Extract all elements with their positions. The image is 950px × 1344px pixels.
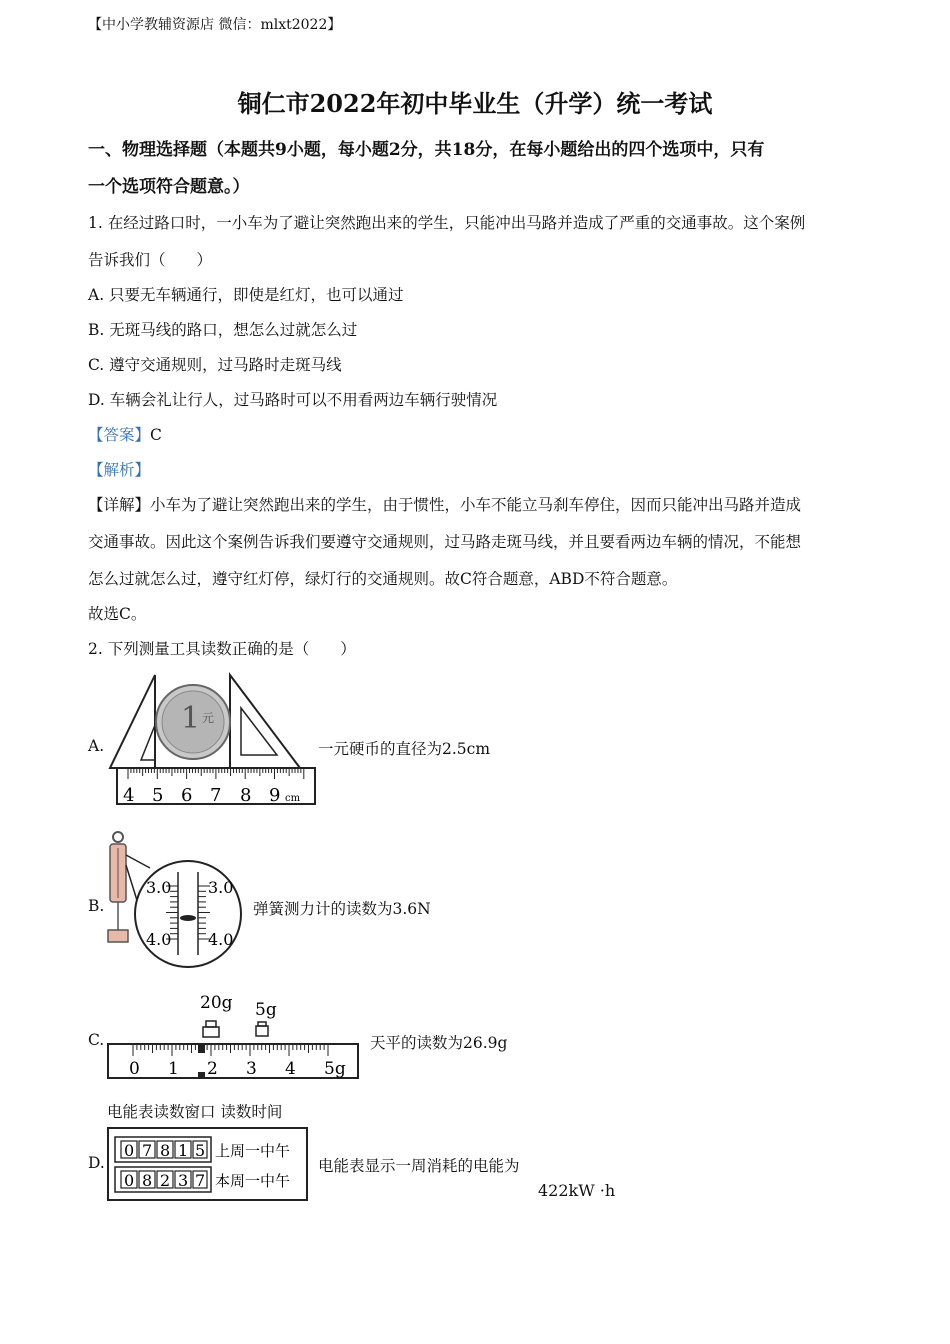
q1-detail-line1: 【详解】小车为了避让突然跑出来的学生，由于惯性，小车不能立马刹车停住，因而只能冲出马路并造成 <box>88 496 802 514</box>
q1-option-c: C. 遵守交通规则，过马路时走斑马线 <box>88 356 342 374</box>
weight-5g: 5g <box>255 1000 277 1020</box>
meter-r1-d5: 5 <box>195 1141 206 1160</box>
weight-20g: 20g <box>200 993 233 1013</box>
balance-tick-2: 2 <box>207 1059 218 1079</box>
q2-option-d-text: 电能表显示一周消耗的电能为 <box>318 1157 520 1175</box>
scale-right-top: 3.0 <box>208 878 234 897</box>
q2-option-d-value: 422kW ·h <box>538 1181 616 1200</box>
scale-left-bottom: 4.0 <box>146 930 172 949</box>
page-title: 铜仁市2022年初中毕业生（升学）统一考试 <box>237 89 713 118</box>
q2-option-c-label: C. <box>88 1031 105 1049</box>
meter-r1-d2: 7 <box>142 1141 153 1160</box>
ruler-tick-5: 5 <box>152 785 164 806</box>
meter-r2-d1: 0 <box>124 1171 135 1190</box>
q1-stem-line2: 告诉我们（ ） <box>88 251 213 269</box>
coin-char: 元 <box>202 711 215 725</box>
ruler-unit: cm <box>285 793 301 804</box>
ruler-tick-8: 8 <box>240 785 252 806</box>
section-heading-line2: 一个选项符合题意。） <box>88 177 250 197</box>
meter-r1-d1: 0 <box>124 1141 135 1160</box>
q1-detail-line3: 怎么过就怎么过，遵守红灯停，绿灯行的交通规则。故C符合题意，ABD不符合题意。 <box>88 570 678 588</box>
spring-scale-figure <box>100 830 250 975</box>
scale-right-bottom: 4.0 <box>208 930 234 949</box>
q2-option-c-text: 天平的读数为26.9g <box>370 1034 508 1052</box>
scale-left-top: 3.0 <box>146 878 172 897</box>
q1-detail-line2: 交通事故。因此这个案例告诉我们要遵守交通规则，过马路走斑马线，并且要看两边车辆的情况，不能想 <box>88 533 802 551</box>
meter-r1-d4: 1 <box>178 1141 189 1160</box>
meter-r2-d3: 2 <box>160 1171 171 1190</box>
q1-option-b: B. 无斑马线的路口，想怎么过就怎么过 <box>88 321 358 339</box>
q1-stem-line1: 1. 在经过路口时，一小车为了避让突然跑出来的学生，只能冲出马路并造成了严重的交通事故。这个案例 <box>88 214 806 232</box>
meter-r2-d5: 7 <box>195 1171 206 1190</box>
q2-option-d-label: D. <box>88 1154 105 1172</box>
ruler-tick-7: 7 <box>210 785 222 806</box>
meter-r1-d3: 8 <box>160 1141 171 1160</box>
q2-option-a-label: A. <box>88 737 105 755</box>
q1-option-a: A. 只要无车辆通行，即使是红灯，也可以通过 <box>88 286 404 304</box>
meter-row2-time: 本周一中午 <box>215 1172 291 1190</box>
q1-analysis-tag: 【解析】 <box>88 461 151 479</box>
electric-meter-figure <box>107 1127 309 1202</box>
q2-option-b-label: B. <box>88 897 105 915</box>
balance-tick-4: 4 <box>285 1059 296 1079</box>
answer-tag: 【答案】 <box>88 426 151 444</box>
q2-stem: 2. 下列测量工具读数正确的是（ ） <box>88 640 356 658</box>
meter-r2-d2: 8 <box>142 1171 153 1190</box>
answer-value: C <box>150 426 162 444</box>
q1-conclusion: 故选C。 <box>88 605 147 623</box>
coin-value: 1 <box>181 701 201 736</box>
balance-tick-5: 5g <box>324 1059 346 1079</box>
section-heading-line1: 一、物理选择题（本题共9小题，每小题2分，共18分，在每小题给出的四个选项中，只有 <box>88 140 765 160</box>
q1-answer <box>88 418 878 453</box>
ruler-tick-6: 6 <box>181 785 193 806</box>
page-header: 【中小学教辅资源店 微信：mlxt2022】 <box>88 17 342 33</box>
balance-tick-0: 0 <box>129 1059 140 1079</box>
q1-option-d: D. 车辆会礼让行人，过马路时可以不用看两边车辆行驶情况 <box>88 391 498 409</box>
balance-tick-1: 1 <box>168 1059 179 1079</box>
ruler-tick-4: 4 <box>123 785 135 806</box>
ruler-coin-figure <box>105 670 320 810</box>
q2-option-a-text: 一元硬币的直径为2.5cm <box>318 740 491 758</box>
meter-caption: 电能表读数窗口 读数时间 <box>107 1103 283 1121</box>
meter-r2-d4: 3 <box>178 1171 189 1190</box>
balance-figure <box>105 988 363 1083</box>
q2-option-b-text: 弹簧测力计的读数为3.6N <box>253 900 431 918</box>
meter-row1-time: 上周一中午 <box>215 1142 291 1160</box>
coin <box>156 685 230 759</box>
balance-tick-3: 3 <box>246 1059 257 1079</box>
ruler-tick-9: 9 <box>269 785 281 806</box>
